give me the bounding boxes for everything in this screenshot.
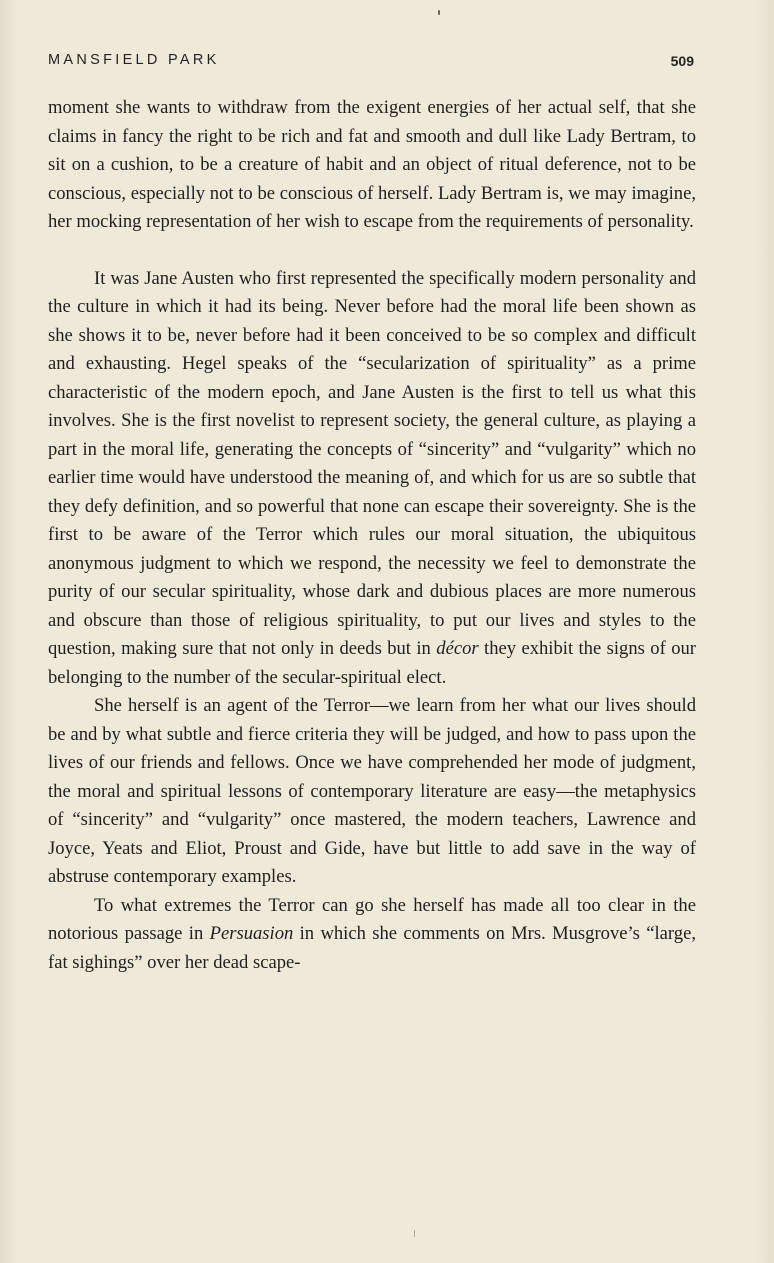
paragraph-4-text-end: in which she comments on Mrs. Musgrove’s “large, fat sighings” over her dead scape- — [48, 923, 696, 973]
running-head — [48, 52, 696, 72]
paragraph-3-text: She herself is an agent of the Terror—we learn from her what our lives should be and by what subtle and fierce criteria they will be judged, and how to pass upon the lives of our friends and fellows. Once we have comprehended her mode of judgment, the moral and spiritual lessons of contemporary literature are easy—the metaphysics of “sincerity” and “vulgarity” once mastered, the modern teachers, Lawrence and Joyce, Yeats and Eliot, Proust and Gide, have but little to add save in the way of abstruse contemporary examples. — [48, 695, 696, 887]
paragraph-4 — [48, 892, 696, 978]
paragraph-2 — [48, 265, 696, 693]
paragraph-4-text: To what extremes the Terror can go she herself has made all too clear in the notorious passage in — [48, 894, 696, 944]
italic-title-persuasion: Persuasion — [209, 923, 294, 944]
running-title: MANSFIELD PARK — [48, 52, 220, 68]
paragraph-2-text-end: they exhibit the signs of our belonging to the number of the secular-spiritual elect. — [48, 638, 696, 688]
paragraph-1-text: moment she wants to withdraw from the exigent energies of her actual self, that she claims in fancy the right to be rich and fat and smooth and dull like Lady Bertram, to sit on a cushion, to be a creature of habit and an object of ritual deference, not to be conscious, especially not to be conscious of herself. Lady Bertram is, we may imagine, her mocking representation of her wish to escape from the requirements of personality. — [48, 97, 696, 232]
stray-mark-top — [438, 10, 440, 15]
body-text — [48, 94, 696, 977]
italic-word-decor: décor — [436, 638, 479, 659]
paragraph-1 — [48, 94, 696, 237]
page-number: 509 — [670, 53, 694, 69]
stray-mark-bottom — [414, 1230, 415, 1237]
paragraph-3 — [48, 692, 696, 892]
paragraph-2-text: It was Jane Austen who first represented the specifically modern personality and the culture in which it had its being. Never before had the moral life been shown as she shows it to be, never before had it been conceived to be so complex and difficult and exhausting. Hegel speaks of the “secularization of spirituality” as a prime characteristic of the modern epoch, and Jane Austen is the first to tell us what this involves. She is the first novelist to represent society, the general culture, as playing a part in the moral life, generating the concepts of “sincerity” and “vulgarity” which no earlier time would have understood the meaning of, and which for us are so subtle that they defy definition, and so powerful that none can escape their sovereignty. She is the first to be aware of the Terror which rules our moral situation, the ubiquitous anonymous judgment to which we respond, the necessity we feel to demonstrate the purity of our secular spirituality, whose dark and dubious places are more numerous and obscure than those of religious spirituality, to put our lives and styles to the question, making sure that not only in deeds but in — [48, 267, 696, 659]
